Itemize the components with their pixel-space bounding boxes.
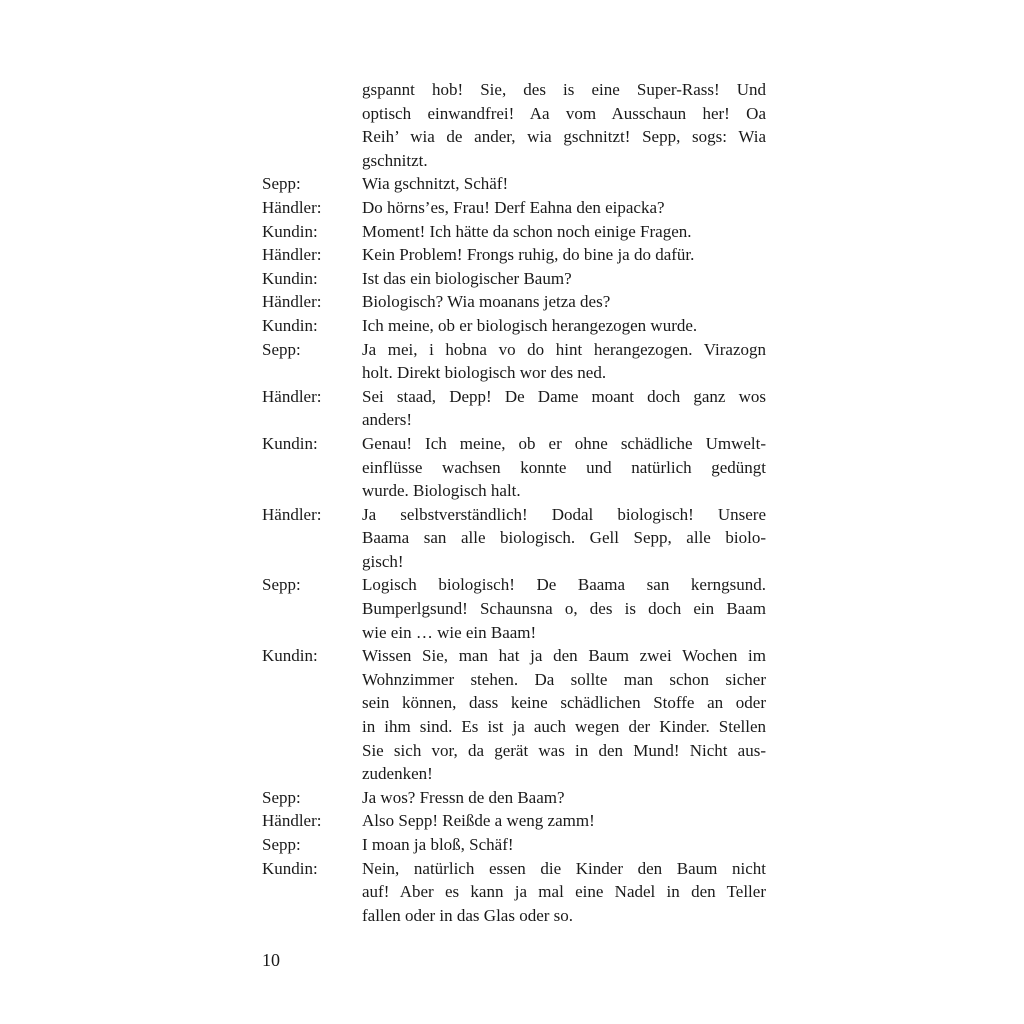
speech-line: Kein Problem! Frongs ruhig, do bine ja do dafür. bbox=[362, 245, 695, 265]
speech-line: anders! bbox=[362, 410, 413, 430]
speech-line: holt. Direkt biologisch wor des ned. bbox=[362, 363, 607, 383]
speech-line: wie ein … wie ein Baam! bbox=[362, 622, 537, 642]
speaker-name: Sepp: bbox=[262, 835, 301, 854]
dialogue-row bbox=[262, 290, 766, 314]
speech-line: Wohnzimmer stehen. Da sollte man schon sicher bbox=[362, 669, 766, 689]
speaker-name: Kundin: bbox=[262, 315, 318, 335]
speech-line: Ja wos? Fressn de den Baam? bbox=[362, 787, 565, 807]
speech-line: Baama san alle biologisch. Gell Sepp, alle biolo- bbox=[362, 528, 766, 548]
speech-text bbox=[362, 432, 766, 503]
speaker-name: Sepp: bbox=[262, 575, 301, 595]
speech-line: Nein, natürlich essen die Kinder den Baum nicht bbox=[362, 858, 766, 878]
speech-line: gspannt hob! Sie, des is eine Super-Rass! Und bbox=[362, 80, 766, 99]
speech-text bbox=[362, 220, 766, 244]
speech-line: zudenken! bbox=[362, 764, 433, 784]
dialogue-row bbox=[262, 833, 766, 857]
speaker-name: Kundin: bbox=[262, 646, 318, 666]
speech-line: einflüsse wachsen konnte und natürlich gedüngt bbox=[362, 457, 766, 477]
speaker-name: Sepp: bbox=[262, 787, 301, 807]
speaker-name: Sepp: bbox=[262, 174, 301, 194]
speech-line: Ja mei, i hobna vo do hint herangezogen. Virazogn bbox=[362, 339, 766, 359]
speaker-name: Händler: bbox=[262, 811, 322, 831]
speech-line: Logisch biologisch! De Baama san kerngsund. bbox=[362, 575, 766, 595]
speech-text bbox=[362, 196, 766, 220]
dialogue-row bbox=[262, 385, 766, 432]
speech-text bbox=[362, 172, 766, 196]
speech-line: Reih’ wia de ander, wia gschnitzt! Sepp, sogs: Wia bbox=[362, 127, 766, 147]
dialogue-row bbox=[262, 314, 766, 338]
speech-text bbox=[362, 809, 766, 833]
speech-line: Ja selbstverständlich! Dodal biologisch! Unsere bbox=[362, 504, 766, 524]
speech-text bbox=[362, 786, 766, 810]
speech-text bbox=[362, 267, 766, 291]
speaker-name: Händler: bbox=[262, 197, 322, 217]
speaker-name: Kundin: bbox=[262, 268, 318, 288]
speech-text bbox=[362, 503, 766, 574]
dialogue-row bbox=[262, 338, 766, 385]
speech-line: Genau! Ich meine, ob er ohne schädliche Umwelt- bbox=[362, 433, 766, 453]
speech-line: Ich meine, ob er biologisch herangezogen wurde. bbox=[362, 315, 698, 335]
dialogue-row bbox=[262, 267, 766, 291]
speech-line: optisch einwandfrei! Aa vom Ausschaun her! Oa bbox=[362, 103, 766, 123]
speaker-name: Händler: bbox=[262, 292, 322, 312]
speaker-name: Händler: bbox=[262, 245, 322, 265]
speech-text bbox=[362, 290, 766, 314]
dialogue-row bbox=[262, 786, 766, 810]
dialogue-text bbox=[262, 78, 766, 927]
speech-text bbox=[362, 833, 766, 857]
speech-line: wurde. Biologisch halt. bbox=[362, 481, 521, 501]
speech-line: Wissen Sie, man hat ja den Baum zwei Wochen im bbox=[362, 646, 766, 666]
speaker-name: Händler: bbox=[262, 504, 322, 524]
speaker-name: Kundin: bbox=[262, 221, 318, 241]
dialogue-row bbox=[262, 573, 766, 644]
speech-line: Biologisch? Wia moanans jetza des? bbox=[362, 292, 611, 312]
dialogue-row bbox=[262, 432, 766, 503]
speech-text bbox=[362, 385, 766, 432]
speech-text bbox=[362, 78, 766, 172]
dialogue-row bbox=[262, 78, 766, 172]
speech-text bbox=[362, 314, 766, 338]
speech-line: Do hörns’es, Frau! Derf Eahna den eipacka? bbox=[362, 197, 665, 217]
page-number: 10 bbox=[262, 950, 280, 970]
speech-line: Wia gschnitzt, Schäf! bbox=[362, 174, 509, 194]
speech-line: in ihm sind. Es ist ja auch wegen der Kinder. Stellen bbox=[362, 717, 766, 737]
speech-line: Ist das ein biologischer Baum? bbox=[362, 268, 572, 288]
speech-line: sein können, dass keine schädlichen Stoffe an oder bbox=[362, 693, 766, 713]
speech-line: gschnitzt. bbox=[362, 150, 428, 170]
speaker-name: Händler: bbox=[262, 386, 322, 406]
speaker-name: Kundin: bbox=[262, 858, 318, 878]
dialogue-row bbox=[262, 220, 766, 244]
speech-line: Sie sich vor, da gerät was in den Mund! Nicht aus- bbox=[362, 740, 766, 760]
speech-text bbox=[362, 857, 766, 928]
speech-line: Bumperlgsund! Schaunsna o, des is doch ein Baam bbox=[362, 599, 766, 619]
dialogue-row bbox=[262, 196, 766, 220]
speech-line: Sei staad, Depp! De Dame moant doch ganz wos bbox=[362, 386, 766, 406]
dialogue-row bbox=[262, 243, 766, 267]
speech-text bbox=[362, 573, 766, 644]
speech-text bbox=[362, 644, 766, 786]
speaker-name: Sepp: bbox=[262, 339, 301, 359]
dialogue-row bbox=[262, 172, 766, 196]
speech-line: I moan ja bloß, Schäf! bbox=[362, 835, 514, 854]
dialogue-row bbox=[262, 503, 766, 574]
speech-line: auf! Aber es kann ja mal eine Nadel in den Teller bbox=[362, 882, 766, 902]
speech-line: Moment! Ich hätte da schon noch einige Fragen. bbox=[362, 221, 692, 241]
dialogue-row bbox=[262, 809, 766, 833]
speech-line: Also Sepp! Reißde a weng zamm! bbox=[362, 811, 595, 831]
dialogue-row bbox=[262, 644, 766, 786]
speech-text bbox=[362, 243, 766, 267]
speech-line: fallen oder in das Glas oder so. bbox=[362, 905, 574, 925]
speech-text bbox=[362, 338, 766, 385]
dialogue-row bbox=[262, 857, 766, 928]
speech-line: gisch! bbox=[362, 551, 404, 571]
speaker-name: Kundin: bbox=[262, 433, 318, 453]
